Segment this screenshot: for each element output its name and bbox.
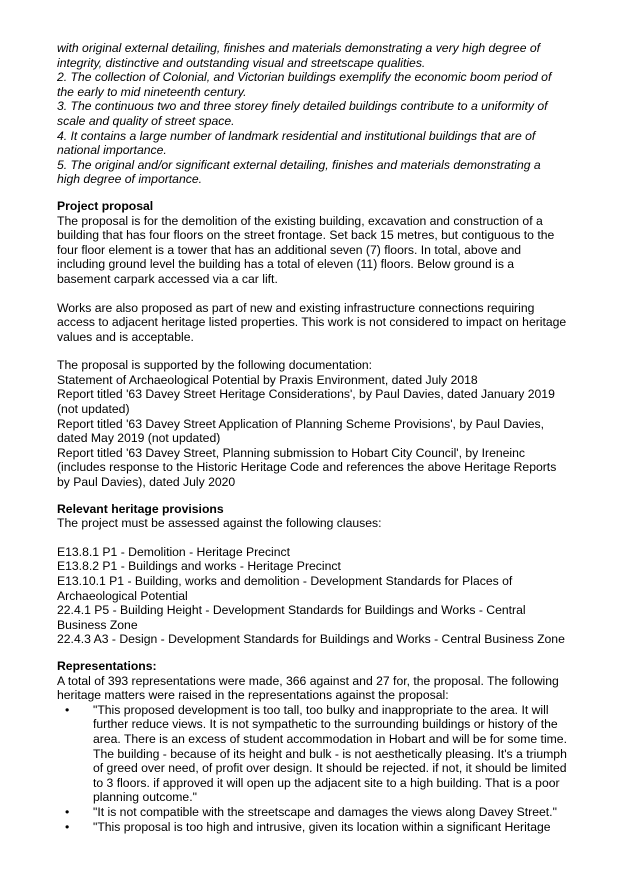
clause-item: E13.10.1 P1 - Building, works and demolition - Development Standards for Places of Archaeological Potential [57, 574, 513, 603]
representations-intro: A total of 393 representations were made, 366 against and 27 for, the proposal. The following heritage matters were raised in the representations against the proposal: [57, 673, 559, 703]
clause-item: 22.4.1 P5 - Building Height - Development Standards for Buildings and Works - Central Business Zone [57, 603, 526, 632]
representations-section [57, 659, 567, 834]
documentation-item: Report titled '63 Davey Street Application of Planning Scheme Provisions', by Paul Davies, dated May 2019 (not updated) [57, 416, 544, 446]
intro-italic-section [57, 41, 567, 187]
representations-list [57, 703, 567, 834]
list-item [57, 820, 567, 835]
intro-item-2: 2. The collection of Colonial, and Victorian buildings exemplify the economic boom period of the early to mid nineteenth century. [57, 70, 552, 99]
heritage-provisions-section [57, 502, 567, 647]
intro-item-3: 3. The continuous two and three storey finely detailed buildings contribute to a uniformity of scale and quality of street space. [57, 99, 548, 128]
representation-quote: "It is not compatible with the streetscape and damages the views along Davey Street." [93, 804, 557, 819]
project-proposal-section [57, 199, 567, 490]
document-page [57, 41, 567, 834]
bullet-icon: • [65, 804, 70, 819]
intro-continuation: with original external detailing, finishes and materials demonstrating a very high degree of integrity, distinctive and outstanding visual and streetscape qualities. [57, 41, 541, 70]
representation-quote: "This proposal is too high and intrusive, given its location within a significant Heritage [93, 819, 551, 834]
heritage-provisions-heading: Relevant heritage provisions [57, 501, 224, 516]
clause-item: E13.8.1 P1 - Demolition - Heritage Precinct [57, 544, 291, 559]
list-item [57, 703, 567, 805]
project-proposal-heading: Project proposal [57, 198, 154, 213]
heritage-provisions-intro: The project must be assessed against the following clauses: [57, 516, 382, 531]
representation-quote: "This proposed development is too tall, too bulky and inappropriate to the area. It will further reduce views. It is not sympathetic to the surrounding buildings or history of the area. There is an excess of student accommodation in Hobart and will be for some time. The building - because of its height and bulk - is not aesthetically pleasing. It's a triumph of greed over need, of profit over design. It should be rejected. if not, it should be limited to 3 floors. if approved it will open up the adjacent site to a high building. That is a poor planning outcome." [93, 702, 567, 805]
bullet-icon: • [65, 819, 70, 834]
documentation-intro: The proposal is supported by the following documentation: [57, 358, 373, 373]
intro-item-4: 4. It contains a large number of landmark residential and institutional buildings that are of national importance. [57, 128, 536, 158]
documentation-item: Report titled '63 Davey Street, Planning submission to Hobart City Council', by Ireneinc (includes response to the Historic Heritage Code and references the above Heritage Reports by Paul Davies), dated July 2020 [57, 445, 557, 490]
list-item [57, 805, 567, 820]
project-proposal-para1: The proposal is for the demolition of the existing building, excavation and construction of a building that has four floors on the street frontage. Set back 15 metres, but contiguous to the four floor element is a tower that has an additional seven (7) floors. In total, above and including ground level the building has a total of eleven (11) floors. Below ground is a basement carpark accessed via a car lift. [57, 213, 555, 286]
intro-item-5: 5. The original and/or significant external detailing, finishes and materials demonstrating a high degree of importance. [57, 157, 541, 187]
representations-heading: Representations: [57, 658, 157, 673]
clause-item: E13.8.2 P1 - Buildings and works - Heritage Precinct [57, 559, 341, 574]
project-proposal-para2: Works are also proposed as part of new and existing infrastructure connections requiring access to adjacent heritage listed properties. This work is not considered to impact on heritage values and is acceptable. [57, 300, 567, 344]
bullet-icon: • [65, 702, 70, 717]
clause-item: 22.4.3 A3 - Design - Development Standards for Buildings and Works - Central Business Zone [57, 632, 565, 647]
documentation-item: Report titled '63 Davey Street Heritage Considerations', by Paul Davies, dated January 2019 (not updated) [57, 387, 555, 417]
documentation-item: Statement of Archaeological Potential by Praxis Environment, dated July 2018 [57, 372, 478, 387]
